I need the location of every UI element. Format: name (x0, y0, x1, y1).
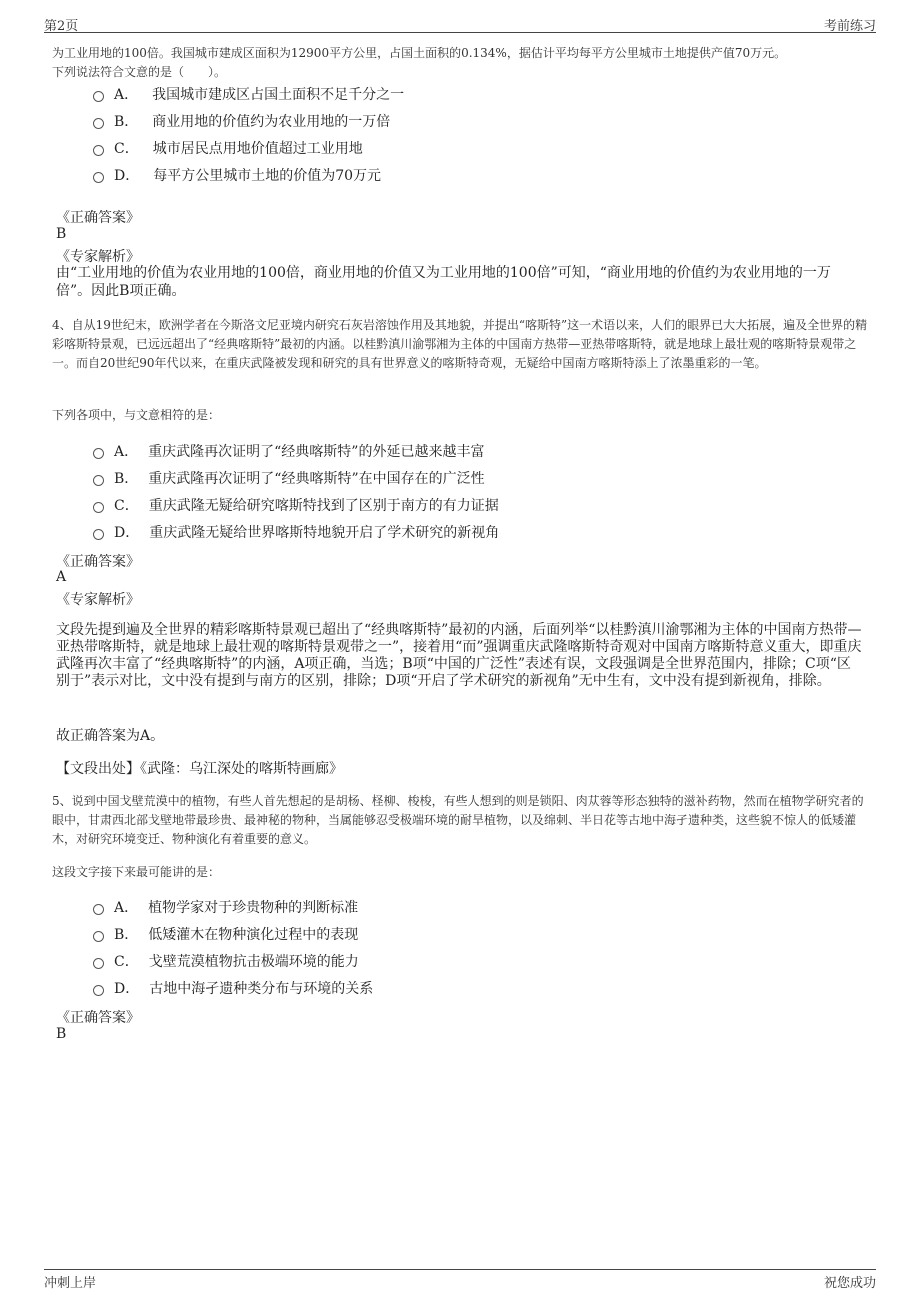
q3-stem-line1: 为工业用地的100倍。我国城市建成区面积为12900平方公里，占国土面积的0.134%，据估计平均每平方公里城市土地提供产值70万元。 (52, 46, 787, 60)
option-letter: A． (114, 87, 139, 103)
q5-option-c[interactable] (93, 951, 359, 971)
option-text: 我国城市建成区占国土面积不足千分之一 (152, 87, 405, 103)
option-letter: A． (114, 900, 139, 916)
option-text: 商业用地的价值约为农业用地的一万倍 (152, 114, 391, 130)
option-text: 植物学家对于珍贵物种的判断标准 (148, 900, 359, 916)
q4-conclusion: 故正确答案为A。 (56, 728, 165, 744)
radio-icon[interactable] (93, 958, 104, 969)
q5-option-b[interactable] (93, 924, 358, 944)
header-divider (44, 32, 876, 33)
option-text: 重庆武隆再次证明了“经典喀斯特”的外延已越来越丰富 (148, 444, 485, 460)
q3-option-d[interactable] (93, 165, 381, 185)
page-number: 第2页 (44, 19, 79, 34)
option-letter: C． (114, 498, 139, 514)
radio-icon[interactable] (93, 172, 104, 183)
option-text: 古地中海孑遗种类分布与环境的关系 (149, 981, 374, 997)
q5-option-a[interactable] (93, 897, 358, 917)
q4-analysis: 文段先提到遍及全世界的精彩喀斯特景观已超出了“经典喀斯特”最初的内涵，后面列举“以桂黔滇川渝鄂湘为主体的中国南方热带—亚热带喀斯特，就是地球上最壮观的喀斯特景观带之一”，接着用“而”强调重庆武隆喀斯特奇观对中国南方喀斯特意义重大，即重庆武隆再次丰富了“经典喀斯特”的内涵，A项正确，当选；B项“中国的广泛性”表述有误，文段强调是全世界范围内，排除；C项“区别于”表示对比，文中没有提到与南方的区别，排除；D项“开启了学术研究的新视角”无中生有，文中没有提到新视角，排除。 (56, 622, 862, 689)
q5-answer-label: 《正确答案》 (56, 1010, 140, 1026)
radio-icon[interactable] (93, 502, 104, 513)
q4-option-b[interactable] (93, 468, 485, 488)
option-letter: A． (114, 444, 139, 460)
option-text: 每平方公里城市土地的价值为70万元 (153, 168, 382, 184)
q5-answer: B (56, 1026, 67, 1042)
q3-option-b[interactable] (93, 111, 390, 131)
radio-icon[interactable] (93, 904, 104, 915)
footer-divider (44, 1269, 876, 1270)
option-text: 城市居民点用地价值超过工业用地 (152, 141, 363, 157)
q3-answer-label: 《正确答案》 (56, 210, 140, 226)
q5-question: 这段文字接下来最可能讲的是： (52, 865, 221, 879)
q3-stem-line2: 下列说法符合文意的是（ ）。 (52, 65, 227, 79)
q4-analysis-label: 《专家解析》 (56, 592, 140, 608)
option-letter: C． (114, 141, 139, 157)
q4-option-a[interactable] (93, 441, 484, 461)
q3-option-a[interactable] (93, 84, 404, 104)
q3-analysis: 由“工业用地的价值为农业用地的100倍，商业用地的价值又为工业用地的100倍”可知，“商业用地的价值约为农业用地的一万倍”。因此B项正确。 (56, 265, 831, 299)
q4-option-d[interactable] (93, 522, 499, 542)
q3-analysis-label: 《专家解析》 (56, 249, 140, 265)
option-letter: C． (114, 954, 139, 970)
option-text: 低矮灌木在物种演化过程中的表现 (148, 927, 359, 943)
radio-icon[interactable] (93, 448, 104, 459)
option-letter: B． (114, 114, 139, 130)
footer-left-text: 冲刺上岸 (44, 1276, 97, 1291)
option-letter: D． (114, 168, 140, 184)
q5-passage: 5、说到中国戈壁荒漠中的植物，有些人首先想起的是胡杨、柽柳、梭梭，有些人想到的则是锁阳、肉苁蓉等形态独特的滋补药物，然而在植物学研究者的眼中，甘肃西北部戈壁地带最珍贵、最神秘的物种，当属能够忍受极端环境的耐旱植物，以及绵刺、半日花等古地中海孑遗种类，这些貌不惊人的低矮灌木，对研究环境变迁、物种演化有着重要的意义。 (52, 794, 864, 846)
option-text: 重庆武隆再次证明了“经典喀斯特”在中国存在的广泛性 (148, 471, 485, 487)
q4-question: 下列各项中，与文意相符的是： (52, 408, 221, 422)
q4-option-c[interactable] (93, 495, 499, 515)
option-letter: B． (114, 927, 139, 943)
option-letter: B． (114, 471, 139, 487)
q4-answer-label: 《正确答案》 (56, 554, 140, 570)
footer-right-text: 祝您成功 (823, 1276, 876, 1291)
option-text: 重庆武隆无疑给研究喀斯特找到了区别于南方的有力证据 (148, 498, 499, 514)
option-text: 重庆武隆无疑给世界喀斯特地貌开启了学术研究的新视角 (149, 525, 500, 541)
q3-option-c[interactable] (93, 138, 363, 158)
radio-icon[interactable] (93, 529, 104, 540)
q5-option-d[interactable] (93, 978, 373, 998)
option-letter: D． (114, 981, 140, 997)
q4-passage: 4、自从19世纪末，欧洲学者在今斯洛文尼亚境内研究石灰岩溶蚀作用及其地貌，并提出“喀斯特”这一术语以来，人们的眼界已大大拓展，遍及全世界的精彩喀斯特景观，已远远超出了“经典喀斯特”最初的内涵。以桂黔滇川渝鄂湘为主体的中国南方热带—亚热带喀斯特，就是地球上最壮观的喀斯特景观带之一。而自20世纪90年代以来，在重庆武隆被发现和研究的具有世界意义的喀斯特奇观，无疑给中国南方喀斯特添上了浓墨重彩的一笔。 (52, 318, 868, 370)
radio-icon[interactable] (93, 931, 104, 942)
radio-icon[interactable] (93, 475, 104, 486)
option-text: 戈壁荒漠植物抗击极端环境的能力 (148, 954, 359, 970)
radio-icon[interactable] (93, 985, 104, 996)
option-letter: D． (114, 525, 140, 541)
q3-answer: B (56, 226, 67, 242)
radio-icon[interactable] (93, 118, 104, 129)
q4-answer: A (56, 569, 67, 585)
header-title: 考前练习 (823, 19, 876, 34)
radio-icon[interactable] (93, 145, 104, 156)
q4-source: 【文段出处】《武隆：乌江深处的喀斯特画廊》 (56, 761, 343, 777)
radio-icon[interactable] (93, 91, 104, 102)
